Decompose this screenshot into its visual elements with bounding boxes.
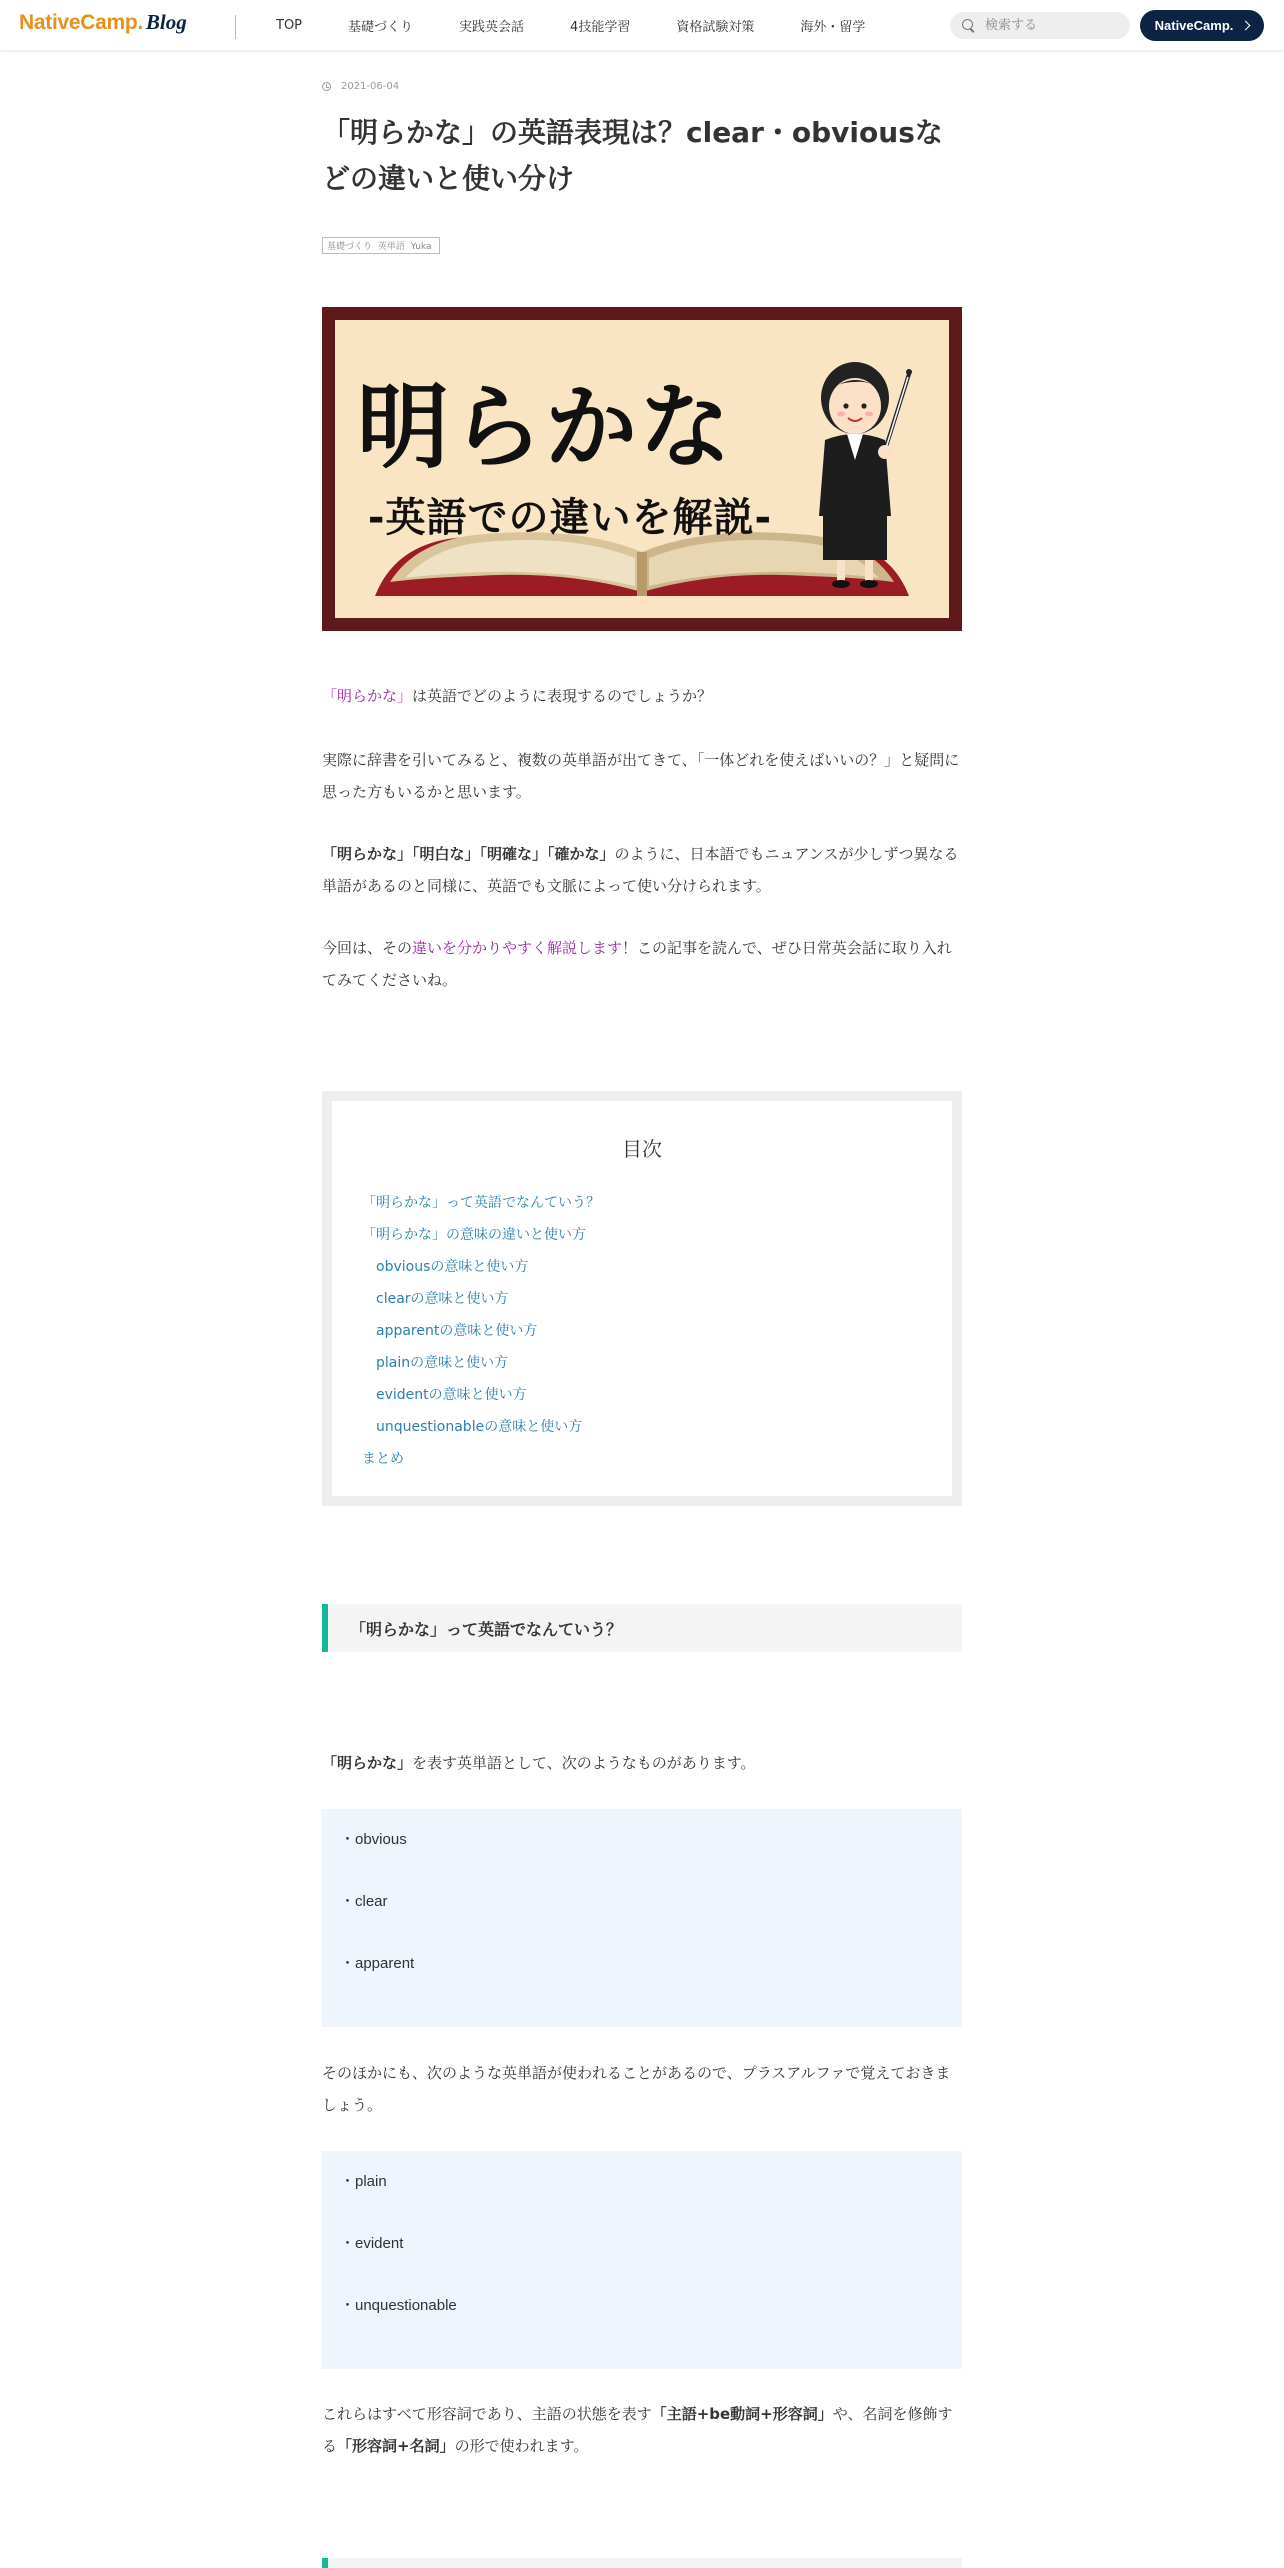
header-divider — [235, 15, 236, 39]
site-logo[interactable] — [19, 10, 187, 40]
hero-sub-text: -英語での違いを解説- — [367, 495, 773, 541]
post-date — [322, 81, 399, 92]
nav-item-exams[interactable]: 資格試験対策 — [676, 19, 755, 35]
section-end-text-a: これらはすべて形容詞であり、主語の状態を表す — [322, 2405, 652, 2423]
list-item: ・evident — [340, 2235, 404, 2252]
search-box[interactable] — [950, 12, 1130, 39]
search-input[interactable] — [985, 18, 1125, 33]
post-date-text: 2021-06-04 — [341, 81, 400, 92]
search-icon — [962, 19, 975, 32]
toc-item[interactable]: obviousの意味と使い方 — [376, 1259, 529, 1275]
toc-panel — [332, 1101, 952, 1496]
nativecamp-cta-button[interactable] — [1140, 10, 1264, 41]
toc-title: 目次 — [622, 1137, 662, 1161]
word-list-box — [322, 2151, 962, 2369]
highlight-text: 違いを分かりやすく解説します — [412, 939, 623, 957]
nav-item-4skills[interactable]: 4技能学習 — [570, 19, 631, 35]
section-paragraph — [322, 2398, 962, 2462]
list-item: ・unquestionable — [340, 2297, 457, 2314]
list-item: ・apparent — [340, 1955, 415, 1972]
section-paragraph: そのほかにも、次のような英単語が使われることがあるので、プラスアルファで覚えておきましょう。 — [322, 2064, 951, 2114]
intro-p1-text: は英語でどのように表現するのでしょうか？ — [412, 687, 713, 705]
tag-category[interactable]: 基礎づくり — [327, 242, 373, 252]
bold-text: 「形容詞+名詞」 — [337, 2437, 455, 2455]
next-section-heading — [322, 2558, 962, 2568]
nav-item-basics[interactable]: 基礎づくり — [348, 19, 414, 35]
toc-item[interactable]: まとめ — [362, 1451, 404, 1467]
logo-blog-text: Blog — [145, 10, 187, 34]
toc-item[interactable]: 「明らかな」って英語でなんていう？ — [362, 1195, 600, 1211]
chevron-right-icon — [1241, 21, 1251, 31]
list-item: ・clear — [340, 1893, 388, 1910]
section-heading: 「明らかな」って英語でなんていう？ — [322, 1604, 962, 1652]
toc-item[interactable]: clearの意味と使い方 — [376, 1291, 509, 1307]
section-end-text-c: や、名詞を修飾する — [322, 2405, 953, 2455]
nav-item-top[interactable]: TOP — [276, 17, 303, 33]
intro-paragraph-4 — [322, 932, 962, 996]
bold-text: 「明らかな」 — [322, 1754, 413, 1772]
clock-icon — [322, 82, 331, 91]
logo-nativecamp-text: NativeCamp. — [19, 11, 143, 34]
intro-p4-text-b: ！この記事を読んで、ぜひ日常英会話に取り入れてみてくださいね。 — [322, 939, 952, 989]
toc-list — [362, 1187, 600, 1475]
word-list-box — [322, 1809, 962, 2027]
tag-list — [322, 237, 440, 254]
hero-main-text: 明らかな — [356, 374, 733, 481]
toc-item[interactable]: evidentの意味と使い方 — [376, 1387, 527, 1403]
table-of-contents — [322, 1091, 962, 1506]
intro-paragraph-1 — [322, 680, 962, 712]
nav-item-conversation[interactable]: 実践英会話 — [459, 19, 525, 35]
intro-p3-text: のように、日本語でもニュアンスが少しずつ異なる単語があるのと同様に、英語でも文脈によって使い分けられます。 — [322, 845, 959, 895]
intro-paragraph-2: 実際に辞書を引いてみると、複数の英単語が出てきて、「一体どれを使えばいいの？」と疑問に思った方もいるかと思います。 — [322, 751, 960, 801]
hero-image — [322, 307, 962, 631]
tag-topic[interactable]: 英単語 — [377, 242, 405, 252]
toc-item[interactable]: plainの意味と使い方 — [376, 1355, 509, 1371]
toc-item[interactable]: apparentの意味と使い方 — [376, 1323, 538, 1339]
nav-item-abroad[interactable]: 海外・留学 — [800, 19, 866, 35]
section-lead-text: を表す英単語として、次のようなものがあります。 — [412, 1754, 756, 1772]
section-end-text-d: の形で使われます。 — [454, 2437, 589, 2455]
site-header — [0, 0, 1284, 50]
toc-item[interactable]: 「明らかな」の意味の違いと使い方 — [362, 1227, 586, 1243]
cta-label: NativeCamp. — [1154, 18, 1234, 33]
tag-author[interactable]: Yuka — [410, 242, 432, 252]
main-nav — [276, 0, 911, 50]
list-item: ・obvious — [340, 1831, 407, 1848]
hero-image-inner — [335, 320, 949, 618]
intro-paragraph-3 — [322, 838, 962, 902]
teacher-icon — [819, 362, 912, 588]
intro-p4-text-a: 今回は、その — [322, 939, 413, 957]
toc-item[interactable]: unquestionableの意味と使い方 — [376, 1419, 583, 1435]
article-title: 「明らかな」の英語表現は？clear・obviousなどの違いと使い分け — [322, 116, 943, 195]
bold-text: 「明らかな」「明白な」「明確な」「確かな」 — [322, 845, 615, 863]
list-item: ・plain — [340, 2173, 387, 2190]
highlight-text: 「明らかな」 — [322, 687, 413, 705]
section-paragraph — [322, 1747, 962, 1779]
bold-text: 「主語+be動詞+形容詞」 — [651, 2405, 833, 2423]
